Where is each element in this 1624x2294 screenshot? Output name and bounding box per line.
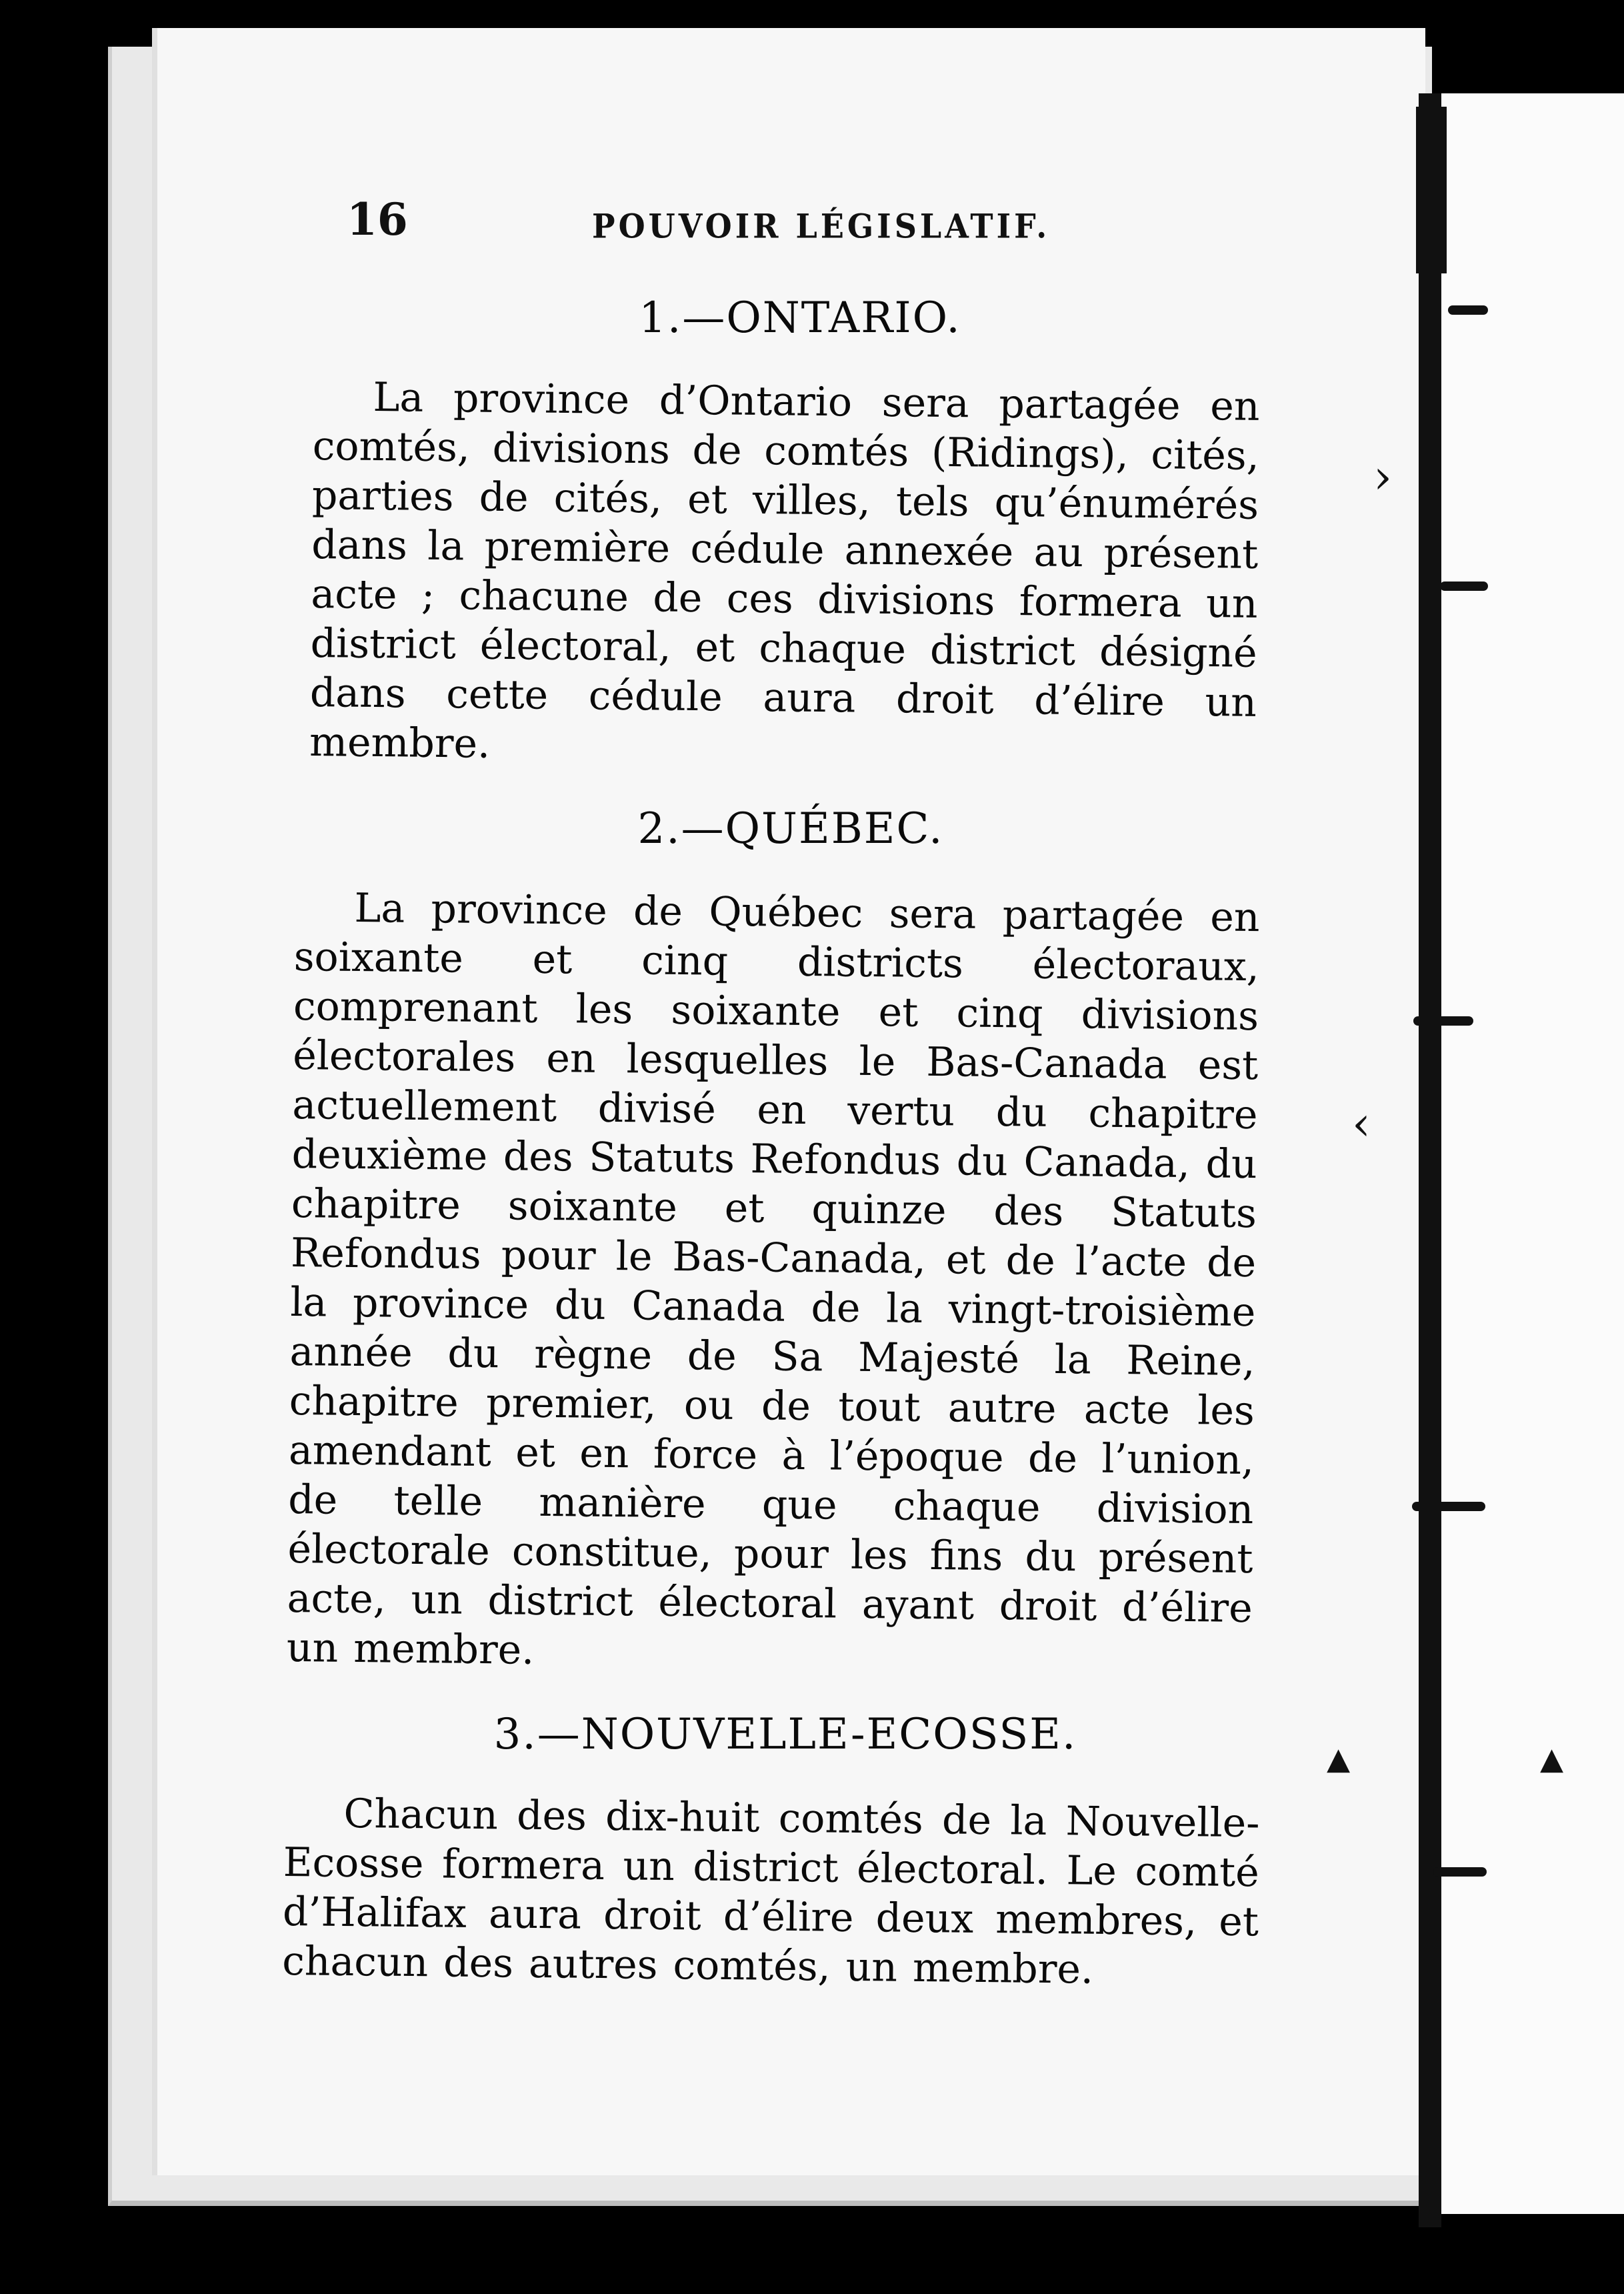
binding-stitch bbox=[1433, 1867, 1487, 1877]
section-heading: 1.—ONTARIO. bbox=[639, 293, 961, 343]
section-quebec bbox=[286, 804, 1260, 1674]
section-paragraph: La province d’Ontario sera partagée en comtés, divisions de comtés (Ridings), cités, parties de cités, et villes, tels qu’énumérés dans la première cédule annexée au présent acte ; chacune de ces divisions formera un district électoral, et chaque district désigné dans cette cédule aura droit d’élire un membre. bbox=[309, 373, 1260, 768]
binding-stitch bbox=[1448, 305, 1488, 315]
binding-stitch bbox=[1413, 1016, 1473, 1026]
page-number: 16 bbox=[347, 193, 408, 245]
book-binding bbox=[1419, 93, 1441, 2227]
page-content bbox=[281, 293, 1260, 2023]
page-tear-mark: ▴ bbox=[1327, 1730, 1351, 1785]
section-nouvelle-ecosse bbox=[281, 1710, 1260, 1993]
binding-stitch bbox=[1412, 1502, 1485, 1511]
page-tear-mark: › bbox=[1373, 449, 1392, 504]
page-tear-mark: ▴ bbox=[1540, 1730, 1564, 1785]
section-heading: 2.—QUÉBEC. bbox=[637, 804, 944, 854]
binding-blot bbox=[1416, 107, 1447, 273]
facing-page-edge bbox=[1433, 93, 1624, 2214]
page-tear-mark: ‹ bbox=[1352, 1096, 1371, 1151]
binding-stitch bbox=[1440, 582, 1488, 591]
section-paragraph: Chacun des dix-huit comtés de la Nouvelle-Ecosse formera un district électoral. Le comté d’Halifax aura droit d’élire deux membres, et chacun des autres comtés, un membre. bbox=[281, 1790, 1260, 1993]
section-paragraph: La province de Québec sera partagée en soixante et cinq districts électoraux, comprenant les soixante et cinq divisions électorales en lesquelles le Bas-Canada est actuellement divisé en vertu du chapitre deuxième des Statuts Refondus du Canada, du chapitre soixante et quinze des Statuts Refondus pour le Bas-Canada, et de l’acte de la province du Canada de la vingt-troisième année du règne de Sa Majesté la Reine, chapitre premier, ou de tout autre acte les amendant et en force à l’époque de l’union, de telle manière que chaque division électorale constitue, pour les fins du présent acte, un district électoral ayant droit d’élire un membre. bbox=[286, 884, 1260, 1674]
section-ontario bbox=[309, 293, 1260, 768]
running-title: POUVOIR LÉGISLATIF. bbox=[592, 206, 1051, 246]
running-head bbox=[347, 193, 1400, 273]
section-heading: 3.—NOUVELLE-ECOSSE. bbox=[493, 1710, 1077, 1759]
